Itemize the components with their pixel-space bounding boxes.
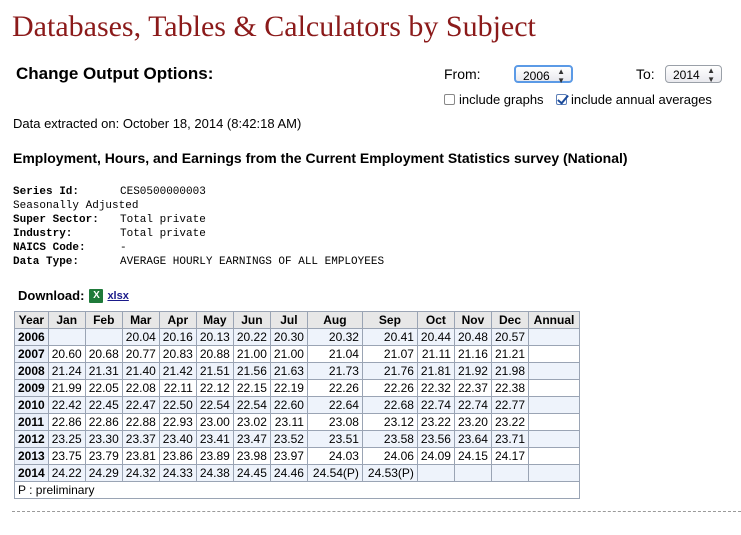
table-cell: 21.92	[454, 363, 491, 380]
table-cell: 24.15	[454, 448, 491, 465]
table-cell: 21.21	[491, 346, 528, 363]
table-cell: 21.98	[491, 363, 528, 380]
table-cell	[529, 329, 580, 346]
table-cell: 23.40	[159, 431, 196, 448]
table-cell: 22.47	[122, 397, 159, 414]
table-cell	[529, 346, 580, 363]
industry-value: Total private	[120, 228, 206, 240]
table-cell: 23.86	[159, 448, 196, 465]
from-label: From:	[444, 66, 481, 82]
table-cell	[529, 380, 580, 397]
table-cell: 23.51	[307, 431, 362, 448]
select-arrows-icon: ▲ ▼	[557, 67, 565, 85]
table-cell: 23.12	[362, 414, 417, 431]
year-cell: 2012	[15, 431, 49, 448]
include-graphs-option[interactable]	[444, 92, 544, 107]
to-year-value: 2014	[673, 68, 700, 82]
table-cell: 23.81	[122, 448, 159, 465]
table-cell: 20.16	[159, 329, 196, 346]
table-cell	[529, 431, 580, 448]
table-cell: 23.58	[362, 431, 417, 448]
table-cell: 24.38	[196, 465, 233, 482]
table-cell: 22.11	[159, 380, 196, 397]
table-cell: 20.88	[196, 346, 233, 363]
table-cell: 24.29	[85, 465, 122, 482]
table-cell: 22.45	[85, 397, 122, 414]
table-cell: 24.09	[417, 448, 454, 465]
table-cell: 22.32	[417, 380, 454, 397]
table-cell: 21.42	[159, 363, 196, 380]
table-cell	[454, 465, 491, 482]
table-cell	[529, 363, 580, 380]
column-header: Apr	[159, 312, 196, 329]
survey-title: Employment, Hours, and Earnings from the Current Employment Statistics survey (National)	[13, 150, 628, 166]
table-cell: 22.68	[362, 397, 417, 414]
table-cell: 20.68	[85, 346, 122, 363]
table-cell: 23.11	[270, 414, 307, 431]
table-cell: 23.56	[417, 431, 454, 448]
table-cell: 23.02	[233, 414, 270, 431]
column-header: Aug	[307, 312, 362, 329]
table-cell: 23.37	[122, 431, 159, 448]
table-cell: 22.42	[48, 397, 85, 414]
year-cell: 2011	[15, 414, 49, 431]
table-cell: 21.07	[362, 346, 417, 363]
table-cell: 24.53(P)	[362, 465, 417, 482]
table-cell: 20.41	[362, 329, 417, 346]
table-cell: 20.32	[307, 329, 362, 346]
table-cell: 21.56	[233, 363, 270, 380]
table-cell: 21.31	[85, 363, 122, 380]
xlsx-download-link[interactable]: xlsx	[107, 289, 129, 302]
table-cell: 21.00	[233, 346, 270, 363]
include-annual-option[interactable]	[556, 92, 712, 107]
table-cell: 24.22	[48, 465, 85, 482]
data-type-value: AVERAGE HOURLY EARNINGS OF ALL EMPLOYEES	[120, 256, 385, 268]
from-year-select[interactable]	[514, 65, 573, 83]
table-cell: 22.12	[196, 380, 233, 397]
column-header: Annual	[529, 312, 580, 329]
table-row	[15, 448, 580, 465]
table-cell: 20.57	[491, 329, 528, 346]
data-type-label: Data Type:	[13, 256, 80, 268]
table-row	[15, 414, 580, 431]
table-cell	[48, 329, 85, 346]
table-row	[15, 380, 580, 397]
table-cell: 23.08	[307, 414, 362, 431]
table-cell: 22.19	[270, 380, 307, 397]
table-cell: 23.30	[85, 431, 122, 448]
column-header: May	[196, 312, 233, 329]
table-cell: 24.17	[491, 448, 528, 465]
table-cell: 21.40	[122, 363, 159, 380]
year-cell: 2014	[15, 465, 49, 482]
download-label: Download:	[18, 288, 85, 303]
industry-label: Industry:	[13, 228, 73, 240]
super-sector-value: Total private	[120, 214, 206, 226]
column-header: Sep	[362, 312, 417, 329]
naics-label: NAICS Code:	[13, 242, 86, 254]
year-cell: 2009	[15, 380, 49, 397]
table-cell: 21.76	[362, 363, 417, 380]
table-cell: 23.47	[233, 431, 270, 448]
table-cell: 20.44	[417, 329, 454, 346]
table-cell: 24.03	[307, 448, 362, 465]
table-cell: 22.37	[454, 380, 491, 397]
column-header: Dec	[491, 312, 528, 329]
table-cell: 22.50	[159, 397, 196, 414]
table-row	[15, 431, 580, 448]
table-row	[15, 465, 580, 482]
include-graphs-checkbox[interactable]	[444, 94, 455, 105]
year-cell: 2007	[15, 346, 49, 363]
table-cell	[529, 448, 580, 465]
table-cell	[85, 329, 122, 346]
page-title: Databases, Tables & Calculators by Subject	[12, 10, 536, 43]
table-cell: 22.86	[48, 414, 85, 431]
table-header-row	[15, 312, 580, 329]
table-cell: 23.89	[196, 448, 233, 465]
include-annual-checkbox[interactable]	[556, 94, 567, 105]
table-cell: 20.60	[48, 346, 85, 363]
table-cell: 22.64	[307, 397, 362, 414]
table-cell: 22.86	[85, 414, 122, 431]
column-header: Oct	[417, 312, 454, 329]
table-cell	[529, 414, 580, 431]
column-header: Year	[15, 312, 49, 329]
table-cell: 22.60	[270, 397, 307, 414]
table-cell: 20.30	[270, 329, 307, 346]
table-cell: 24.54(P)	[307, 465, 362, 482]
series-id-label: Series Id:	[13, 186, 80, 198]
column-header: Jun	[233, 312, 270, 329]
table-cell: 23.98	[233, 448, 270, 465]
column-header: Feb	[85, 312, 122, 329]
table-row	[15, 397, 580, 414]
table-cell: 20.13	[196, 329, 233, 346]
table-row	[15, 329, 580, 346]
seasonal-adjustment: Seasonally Adjusted	[13, 200, 139, 212]
table-cell: 21.51	[196, 363, 233, 380]
table-cell: 22.54	[196, 397, 233, 414]
table-cell: 21.00	[270, 346, 307, 363]
column-header: Nov	[454, 312, 491, 329]
include-annual-label: include annual averages	[571, 92, 712, 107]
excel-icon[interactable]: X	[89, 289, 103, 303]
select-arrows-icon: ▲ ▼	[707, 66, 715, 84]
table-row	[15, 363, 580, 380]
include-graphs-label: include graphs	[459, 92, 544, 107]
table-cell: 21.24	[48, 363, 85, 380]
table-cell: 23.22	[491, 414, 528, 431]
column-header: Jul	[270, 312, 307, 329]
table-cell: 23.97	[270, 448, 307, 465]
table-cell: 20.04	[122, 329, 159, 346]
table-cell: 20.22	[233, 329, 270, 346]
table-cell: 23.52	[270, 431, 307, 448]
table-cell: 21.16	[454, 346, 491, 363]
year-cell: 2013	[15, 448, 49, 465]
table-cell: 22.08	[122, 380, 159, 397]
section-divider	[12, 511, 741, 512]
table-cell: 24.45	[233, 465, 270, 482]
series-id-value: CES0500000003	[120, 186, 206, 198]
table-cell	[491, 465, 528, 482]
table-cell: 20.48	[454, 329, 491, 346]
change-output-heading: Change Output Options:	[16, 64, 214, 83]
table-cell: 22.05	[85, 380, 122, 397]
table-cell: 21.04	[307, 346, 362, 363]
year-cell: 2008	[15, 363, 49, 380]
table-cell	[529, 397, 580, 414]
table-cell: 22.74	[417, 397, 454, 414]
table-cell: 23.64	[454, 431, 491, 448]
data-table	[14, 311, 580, 499]
table-cell: 23.79	[85, 448, 122, 465]
table-cell	[417, 465, 454, 482]
naics-value: -	[120, 242, 127, 254]
table-cell: 23.22	[417, 414, 454, 431]
from-year-value: 2006	[523, 69, 550, 83]
table-cell: 22.77	[491, 397, 528, 414]
table-cell: 24.06	[362, 448, 417, 465]
table-cell: 21.63	[270, 363, 307, 380]
super-sector-label: Super Sector:	[13, 214, 99, 226]
table-cell: 20.77	[122, 346, 159, 363]
table-cell: 22.38	[491, 380, 528, 397]
table-cell: 23.20	[454, 414, 491, 431]
footnote: P : preliminary	[15, 482, 580, 499]
table-cell: 23.00	[196, 414, 233, 431]
table-cell: 22.54	[233, 397, 270, 414]
table-cell: 21.81	[417, 363, 454, 380]
table-cell: 21.11	[417, 346, 454, 363]
table-row	[15, 346, 580, 363]
table-cell: 24.33	[159, 465, 196, 482]
series-info	[13, 185, 384, 269]
table-cell: 22.26	[307, 380, 362, 397]
table-cell: 22.93	[159, 414, 196, 431]
table-cell: 23.71	[491, 431, 528, 448]
table-cell: 23.25	[48, 431, 85, 448]
table-cell	[529, 465, 580, 482]
column-header: Jan	[48, 312, 85, 329]
year-cell: 2010	[15, 397, 49, 414]
table-cell: 24.32	[122, 465, 159, 482]
year-cell: 2006	[15, 329, 49, 346]
to-year-select[interactable]	[665, 65, 722, 83]
column-header: Mar	[122, 312, 159, 329]
download-section	[18, 288, 129, 303]
data-extracted-text: Data extracted on: October 18, 2014 (8:42:18 AM)	[13, 116, 302, 131]
footnote-row	[15, 482, 580, 499]
table-cell: 22.88	[122, 414, 159, 431]
table-cell: 22.26	[362, 380, 417, 397]
table-cell: 22.15	[233, 380, 270, 397]
table-cell: 21.73	[307, 363, 362, 380]
table-cell: 22.74	[454, 397, 491, 414]
table-cell: 21.99	[48, 380, 85, 397]
to-label: To:	[636, 66, 655, 82]
table-cell: 23.41	[196, 431, 233, 448]
table-cell: 23.75	[48, 448, 85, 465]
table-cell: 24.46	[270, 465, 307, 482]
table-cell: 20.83	[159, 346, 196, 363]
